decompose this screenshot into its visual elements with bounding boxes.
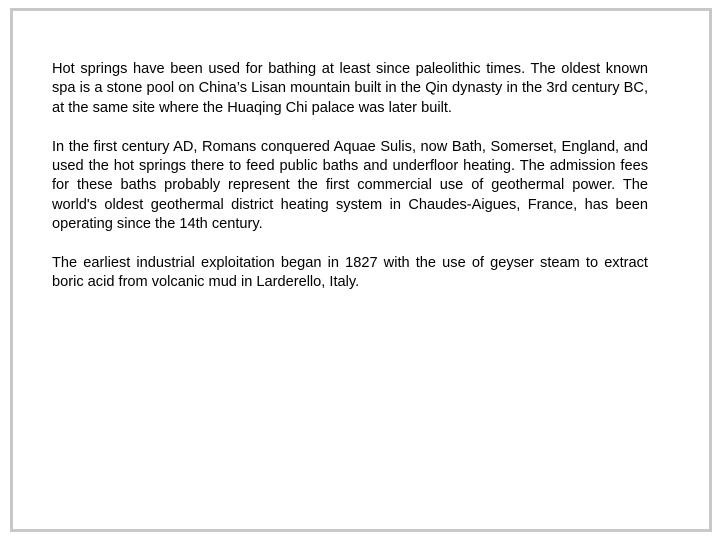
document-body: [52, 60, 648, 312]
paragraph-industrial-exploitation: The earliest industrial exploitation began in 1827 with the use of geyser steam to extract boric acid from volcanic mud in Larderello, Italy.: [52, 255, 648, 291]
paragraph-hot-springs-history: Hot springs have been used for bathing at least since paleolithic times. The oldest known spa is a stone pool on China’s Lisan mountain built in the Qin dynasty in the 3rd century BC, at the same site where the Huaqing Chi palace was later built.: [52, 61, 648, 116]
paragraph-roman-baths: In the first century AD, Romans conquered Aquae Sulis, now Bath, Somerset, England, and used the hot springs there to feed public baths and underfloor heating. The admission fees for these baths probably represent the first commercial use of geothermal power. The world's oldest geothermal district heating system in Chaudes-Aigues, France, has been operating since the 14th century.: [52, 138, 648, 233]
document-page: [10, 8, 712, 532]
